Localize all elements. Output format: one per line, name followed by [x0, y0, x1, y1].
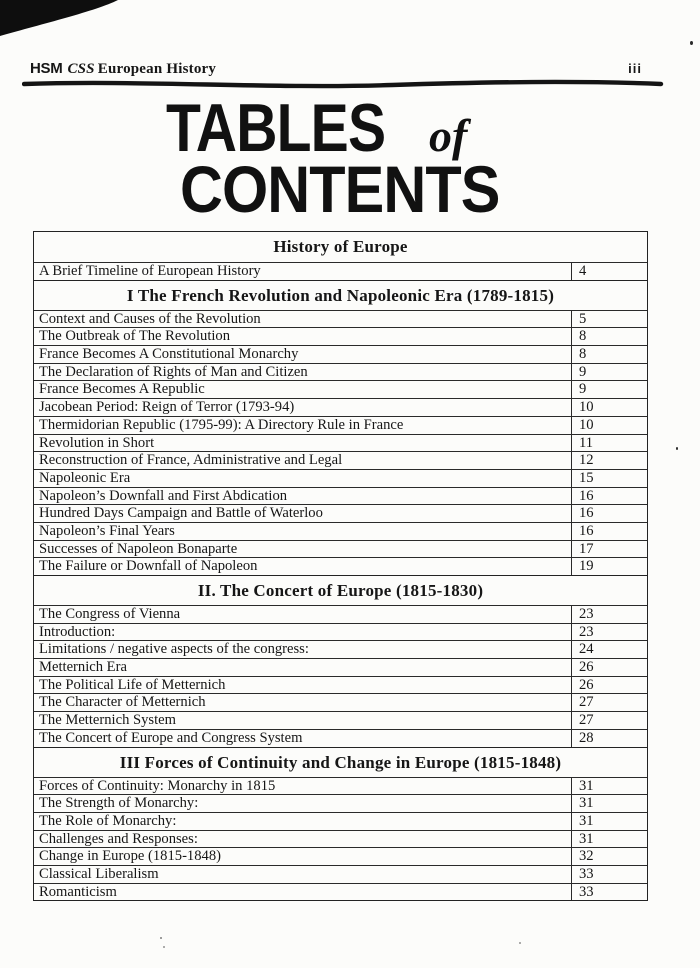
toc-entry-title: The Role of Monarchy: [39, 812, 177, 829]
toc-row [34, 676, 647, 694]
toc-entry-title: The Concert of Europe and Congress System [39, 729, 303, 746]
title-of: of [428, 110, 468, 161]
toc-row [34, 711, 647, 729]
toc-entry-title: France Becomes A Republic [39, 381, 205, 398]
toc-entry-title: Introduction: [39, 623, 116, 640]
toc-entry-page: 5 [571, 311, 647, 328]
toc-section-heading: III Forces of Continuity and Change in Europe (1815-1848) [34, 747, 647, 777]
toc-entry-title: Forces of Continuity: Monarchy in 1815 [39, 777, 276, 794]
page-title-line2 [180, 152, 535, 226]
toc-entry-page: 15 [571, 470, 647, 487]
toc-entry-title: The Political Life of Metternich [39, 676, 226, 693]
toc-entry-page: 8 [571, 328, 647, 345]
toc-row [34, 451, 647, 469]
toc-entry-page: 31 [571, 795, 647, 812]
toc-entry-title: Napoleonic Era [39, 469, 131, 486]
toc-row [34, 380, 647, 398]
toc-entry-title: Metternich Era [39, 659, 127, 676]
toc-row [34, 540, 647, 558]
toc-entry-page: 24 [571, 641, 647, 658]
toc-row [34, 623, 647, 641]
toc-row [34, 640, 647, 658]
toc-row [34, 693, 647, 711]
toc-entry-title: Context and Causes of the Revolution [39, 310, 261, 327]
page-header [30, 60, 660, 78]
toc-entry-title: The Failure or Downfall of Napoleon [39, 558, 258, 575]
toc-entry-title: Change in Europe (1815-1848) [39, 848, 221, 865]
toc-entry-title: Jacobean Period: Reign of Terror (1793-94) [39, 399, 295, 416]
toc-row [34, 434, 647, 452]
toc-entry-title: Classical Liberalism [39, 865, 159, 882]
toc-entry-page: 17 [571, 541, 647, 558]
toc-entry-page: 31 [571, 813, 647, 830]
toc-entry-page: 33 [571, 884, 647, 901]
toc-row [34, 310, 647, 328]
scan-corner-shadow [0, 0, 130, 42]
toc-row [34, 883, 647, 901]
book-title [30, 60, 216, 78]
toc-entry-title: Napoleon’s Final Years [39, 522, 175, 539]
title-contents: CONTENTS [180, 152, 500, 226]
toc-row [34, 345, 647, 363]
toc-row [34, 504, 647, 522]
scan-speck [519, 942, 521, 944]
book-title-rest: European History [97, 61, 217, 77]
toc-entry-page: 31 [571, 831, 647, 848]
toc-entry-page: 32 [571, 848, 647, 865]
toc-row [34, 487, 647, 505]
book-title-hsm: HSM [30, 60, 63, 77]
toc-entry-page: 10 [571, 417, 647, 434]
toc-entry-page: 9 [571, 381, 647, 398]
toc-table [33, 231, 648, 901]
toc-row [34, 363, 647, 381]
toc-entry-page: 12 [571, 452, 647, 469]
toc-entry-title: Challenges and Responses: [39, 830, 198, 847]
toc-entry-title: Napoleon’s Downfall and First Abdication [39, 487, 288, 504]
toc-entry-title: Revolution in Short [39, 434, 155, 451]
page-number: iii [628, 61, 642, 76]
toc-entry-title: The Metternich System [39, 712, 176, 729]
toc-entry-title: Reconstruction of France, Administrative and Legal [39, 452, 343, 469]
toc-entry-title: France Becomes A Constitutional Monarchy [39, 346, 299, 363]
toc-row [34, 865, 647, 883]
toc-row [34, 469, 647, 487]
toc-entry-page: 31 [571, 778, 647, 795]
toc-row [34, 812, 647, 830]
toc-row [34, 522, 647, 540]
toc-entry-title: Hundred Days Campaign and Battle of Waterloo [39, 505, 323, 522]
toc-row [34, 658, 647, 676]
toc-entry-page: 4 [571, 263, 647, 280]
toc-row [34, 794, 647, 812]
toc-entry-title: The Outbreak of The Revolution [39, 328, 231, 345]
toc-entry-page: 27 [571, 712, 647, 729]
title-tables: TABLES [166, 90, 386, 166]
toc-entry-title: Limitations / negative aspects of the congress: [39, 641, 309, 658]
toc-row [34, 830, 647, 848]
toc-entry-page: 11 [571, 435, 647, 452]
scan-speck [676, 447, 678, 450]
toc-entry-page: 8 [571, 346, 647, 363]
toc-entry-page: 23 [571, 624, 647, 641]
scan-speck [690, 41, 693, 45]
scan-speck [160, 937, 162, 939]
toc-entry-page: 10 [571, 399, 647, 416]
toc-entry-page: 27 [571, 694, 647, 711]
toc-entry-page: 26 [571, 659, 647, 676]
toc-entry-page: 9 [571, 364, 647, 381]
scan-speck [163, 946, 165, 948]
toc-entry-title: The Congress of Vienna [39, 606, 181, 622]
toc-row [34, 605, 647, 623]
toc-entry-page: 33 [571, 866, 647, 883]
toc-entry-title: Successes of Napoleon Bonaparte [39, 540, 238, 557]
toc-section-heading: I The French Revolution and Napoleonic Era (1789-1815) [34, 280, 647, 310]
toc-entry-title: The Declaration of Rights of Man and Citizen [39, 363, 308, 380]
toc-row [34, 262, 647, 280]
toc-row [34, 729, 647, 747]
toc-entry-page: 26 [571, 677, 647, 694]
toc-row [34, 777, 647, 795]
toc-entry-page: 19 [571, 558, 647, 575]
toc-row [34, 847, 647, 865]
toc-entry-page: 16 [571, 505, 647, 522]
toc-entry-page: 28 [571, 730, 647, 747]
toc-row [34, 557, 647, 575]
toc-row [34, 398, 647, 416]
toc-entry-page: 16 [571, 523, 647, 540]
toc-entry-title: The Strength of Monarchy: [39, 795, 199, 812]
toc-entry-title: Thermidorian Republic (1795-99): A Directory Rule in France [39, 416, 404, 433]
toc-entry-title: Romanticism [39, 883, 117, 900]
toc-row [34, 327, 647, 345]
toc-row [34, 416, 647, 434]
toc-entry-page: 23 [571, 606, 647, 623]
toc-entry-title: A Brief Timeline of European History [39, 263, 261, 279]
toc-section-heading: History of Europe [273, 237, 408, 256]
toc-entry-title: The Character of Metternich [39, 694, 206, 711]
book-title-css: CSS [67, 61, 95, 77]
toc-section-heading: II. The Concert of Europe (1815-1830) [34, 575, 647, 605]
toc-entry-page: 16 [571, 488, 647, 505]
